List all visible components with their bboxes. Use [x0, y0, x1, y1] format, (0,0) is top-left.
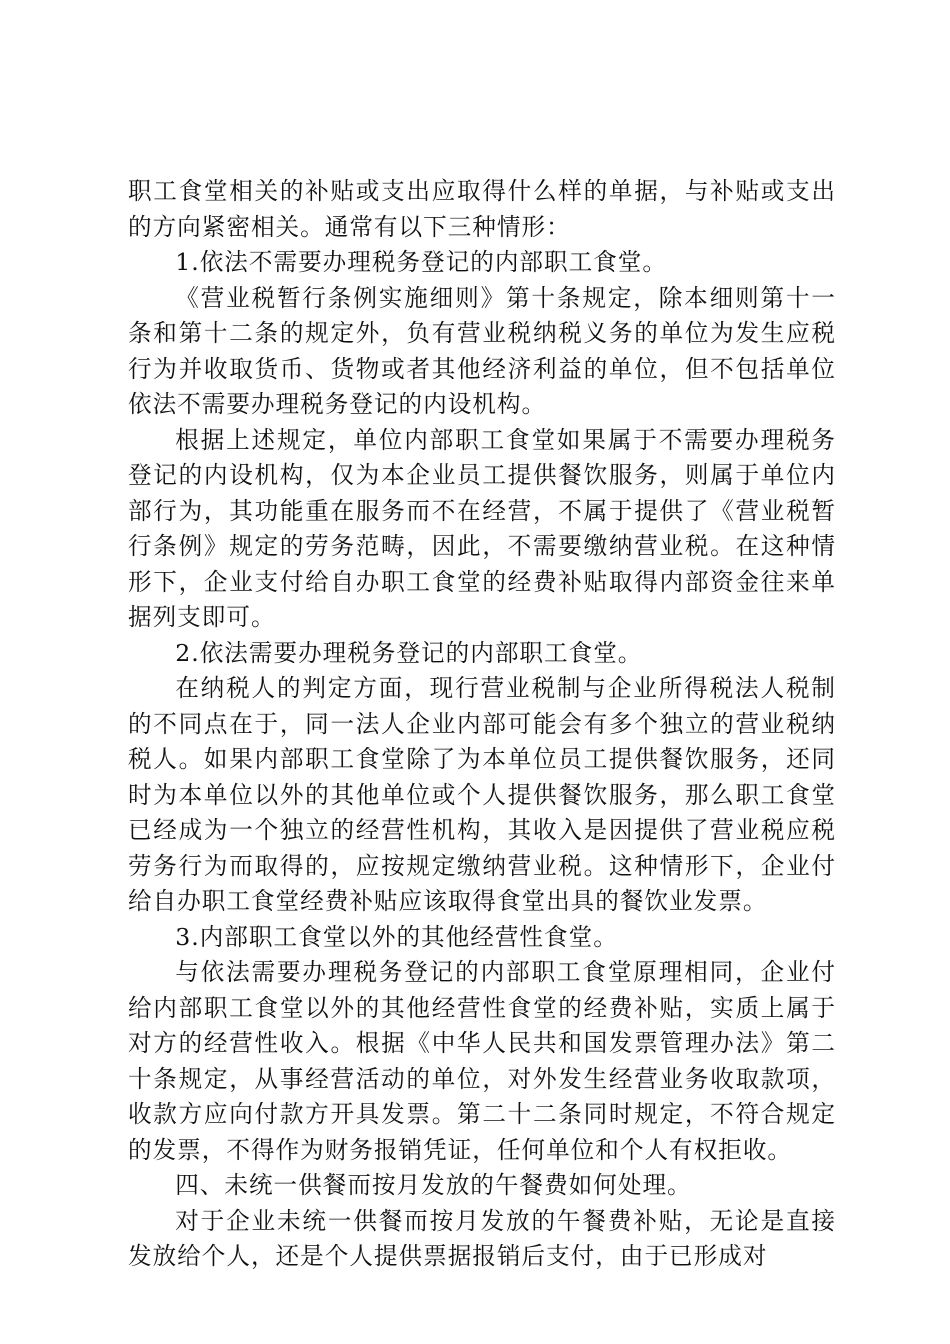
section-heading: 2.依法需要办理税务登记的内部职工食堂。: [175, 638, 643, 667]
section-heading: 3.内部职工食堂以外的其他经营性食堂。: [175, 922, 618, 951]
paragraph: 职工食堂相关的补贴或支出应取得什么样的单据，与补贴或支出的方向紧密相关。通常有以下三种情形：: [128, 177, 836, 241]
paragraph: 根据上述规定，单位内部职工食堂如果属于不需要办理税务登记的内设机构，仅为本企业员工提供餐饮服务，则属于单位内部行为，其功能重在服务而不在经营，不属于提供了《营业税暂行条例》规定的劳务范畴，因此，不需要缴纳营业税。在这种情形下，企业支付给自办职工食堂的经费补贴取得内部资金往来单据列支即可。: [128, 425, 836, 631]
paragraph: 在纳税人的判定方面，现行营业税制与企业所得税法人税制的不同点在于，同一法人企业内部可能会有多个独立的营业税纳税人。如果内部职工食堂除了为本单位员工提供餐饮服务，还同时为本单位以外的其他单位或个人提供餐饮服务，那么职工食堂已经成为一个独立的经营性机构，其收入是因提供了营业税应税劳务行为而取得的，应按规定缴纳营业税。这种情形下，企业付给自办职工食堂经费补贴应该取得食堂出具的餐饮业发票。: [128, 674, 836, 915]
paragraph: 对于企业未统一供餐而按月发放的午餐费补贴，无论是直接发放给个人，还是个人提供票据报销后支付，由于已形成对: [128, 1206, 836, 1270]
section-heading: 1.依法不需要办理税务登记的内部职工食堂。: [175, 248, 667, 276]
paragraph: 《营业税暂行条例实施细则》第十条规定，除本细则第十一条和第十二条的规定外，负有营业税纳税义务的单位为发生应税行为并收取货币、货物或者其他经济利益的单位，但不包括单位依法不需要办理税务登记的内设机构。: [128, 283, 836, 418]
paragraph: 与依法需要办理税务登记的内部职工食堂原理相同，企业付给内部职工食堂以外的其他经营性食堂的经费补贴，实质上属于对方的经营性收入。根据《中华人民共和国发票管理办法》第二十条规定，从事经营活动的单位，对外发生经营业务收取款项，收款方应向付款方开具发票。第二十二条同时规定，不符合规定的发票，不得作为财务报销凭证，任何单位和个人有权拒收。: [128, 958, 836, 1164]
document-body: [128, 174, 836, 1275]
section-heading: 四、未统一供餐而按月发放的午餐费如何处理。: [175, 1171, 692, 1199]
